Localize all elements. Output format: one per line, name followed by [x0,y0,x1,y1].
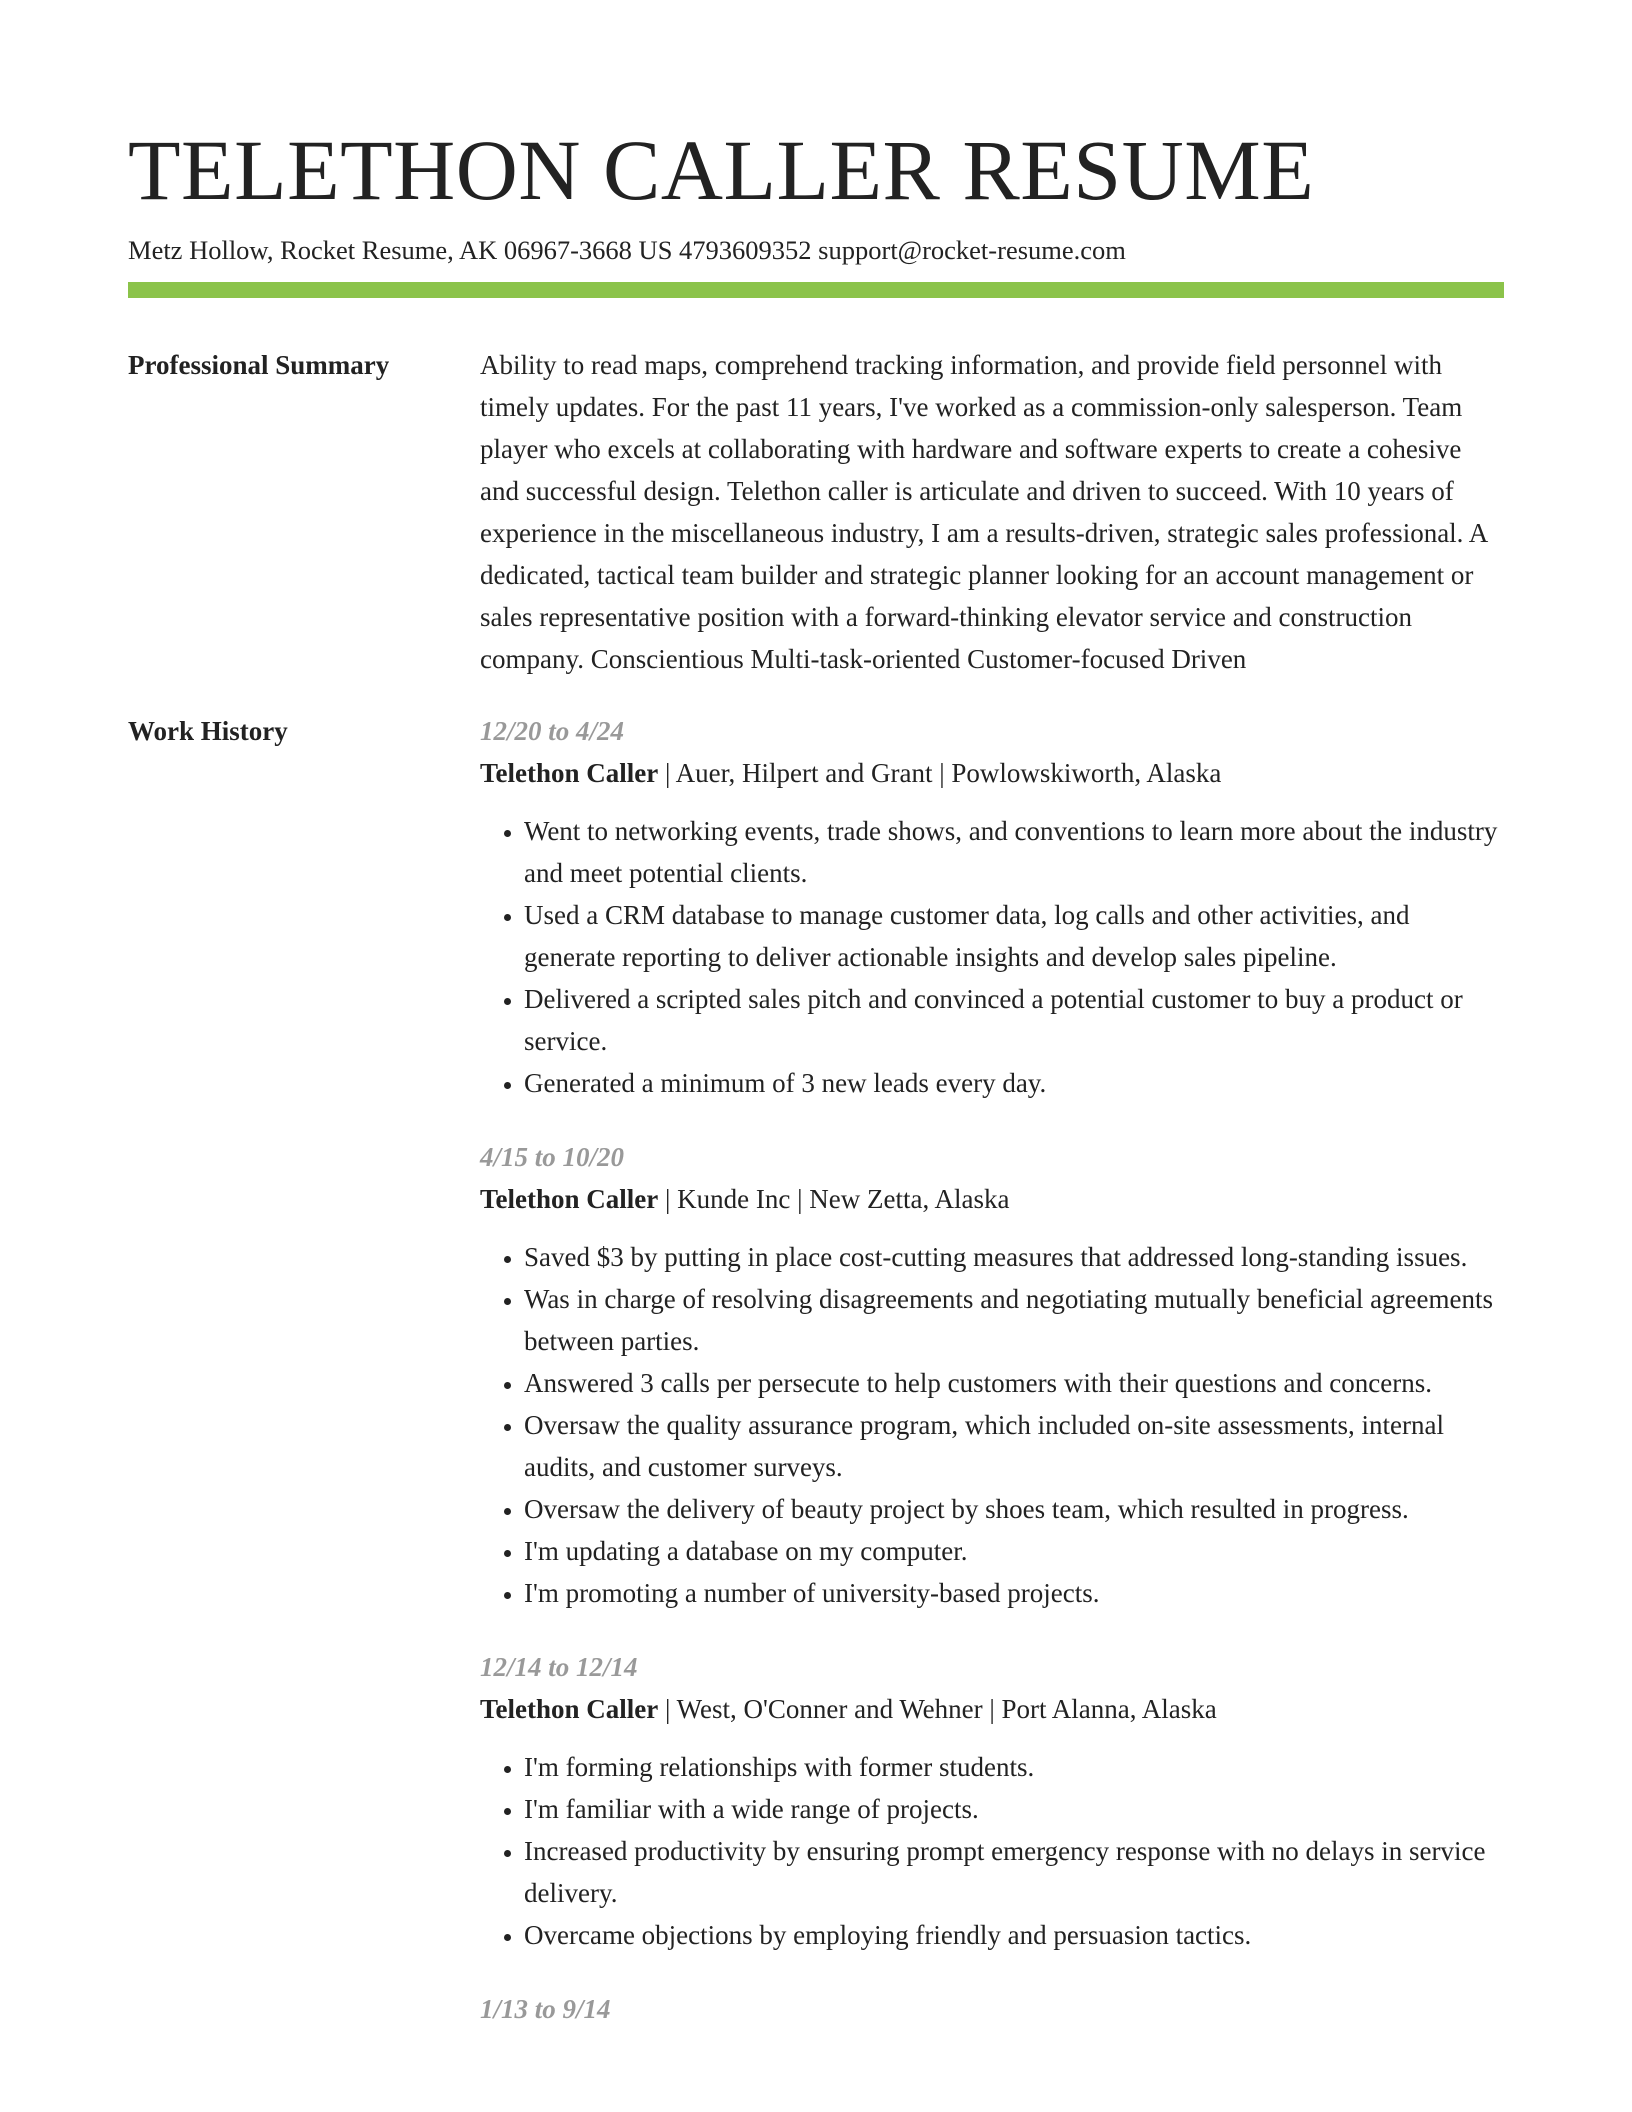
job-dates: 12/14 to 12/14 [480,1652,638,1682]
job-bullet: • I'm forming relationships with former students. [524,1746,1504,1788]
resume-title: TELETHON CALLER RESUME [128,122,1315,218]
job-bullet: • Was in charge of resolving disagreements and negotiating mutually beneficial agreements between parties. [524,1278,1504,1362]
job-bullet: • Answered 3 calls per persecute to help customers with their questions and concerns. [524,1362,1504,1404]
accent-divider [128,282,1504,298]
job-title: Telethon Caller [480,758,659,788]
job-entry [480,710,1504,1104]
jobs-list [480,710,1504,2062]
professional-summary-section [128,344,1504,680]
job-title: Telethon Caller [480,1694,659,1724]
job-bullet: • Delivered a scripted sales pitch and convinced a potential customer to buy a product or service. [524,978,1504,1062]
job-bullet: • I'm promoting a number of university-based projects. [524,1572,1504,1614]
job-bullets [480,1746,1504,1956]
work-history-section [128,710,1504,2062]
job-heading [480,752,1504,794]
job-bullet: • Used a CRM database to manage customer data, log calls and other activities, and generate reporting to deliver actionable insights and develop sales pipeline. [524,894,1504,978]
contact-line: Metz Hollow, Rocket Resume, AK 06967-3668 US 4793609352 support@rocket-resume.com [128,235,1126,265]
job-heading [480,1688,1504,1730]
job-bullet: • Overcame objections by employing friendly and persuasion tactics. [524,1914,1504,1956]
job-bullet: • Generated a minimum of 3 new leads every day. [524,1062,1504,1104]
job-dates: 4/15 to 10/20 [480,1142,625,1172]
job-employer-location: | Kunde Inc | New Zetta, Alaska [658,1184,1010,1214]
job-entry [480,1646,1504,1956]
job-bullet: • I'm familiar with a wide range of projects. [524,1788,1504,1830]
job-dates: 12/20 to 4/24 [480,716,625,746]
job-bullets [480,810,1504,1104]
job-entry [480,1136,1504,1614]
job-employer-location: | Auer, Hilpert and Grant | Powlowskiworth, Alaska [658,758,1222,788]
job-bullet: • Increased productivity by ensuring prompt emergency response with no delays in service delivery. [524,1830,1504,1914]
job-heading [480,1178,1504,1220]
job-employer-location: | West, O'Conner and Wehner | Port Alanna, Alaska [658,1694,1217,1724]
summary-text: Ability to read maps, comprehend tracking information, and provide field personnel with timely updates. For the past 11 years, I've worked as a commission-only salesperson. Team player who excels at collaborating with hardware and software experts to create a cohesive and successful design. Telethon caller is articulate and driven to succeed. With 10 years of experience in the miscellaneous industry, I am a results-driven, strategic sales professional. A dedicated, tactical team builder and strategic planner looking for an account management or sales representative position with a forward-thinking elevator service and construction company. Conscientious Multi-task-oriented Customer-focused Driven [480,350,1487,674]
job-entry [480,1988,1504,2030]
job-bullet: • I'm updating a database on my computer. [524,1530,1504,1572]
job-bullet: • Oversaw the quality assurance program, which included on-site assessments, internal audits, and customer surveys. [524,1404,1504,1488]
job-bullet: • Went to networking events, trade shows, and conventions to learn more about the industry and meet potential clients. [524,810,1504,894]
job-bullet: • Oversaw the delivery of beauty project by shoes team, which resulted in progress. [524,1488,1504,1530]
section-label-summary: Professional Summary [128,350,390,380]
section-label-work-history: Work History [128,716,288,746]
job-bullets [480,1236,1504,1614]
job-bullet: • Saved $3 by putting in place cost-cutting measures that addressed long-standing issues. [524,1236,1504,1278]
job-dates: 1/13 to 9/14 [480,1994,611,2024]
job-title: Telethon Caller [480,1184,659,1214]
